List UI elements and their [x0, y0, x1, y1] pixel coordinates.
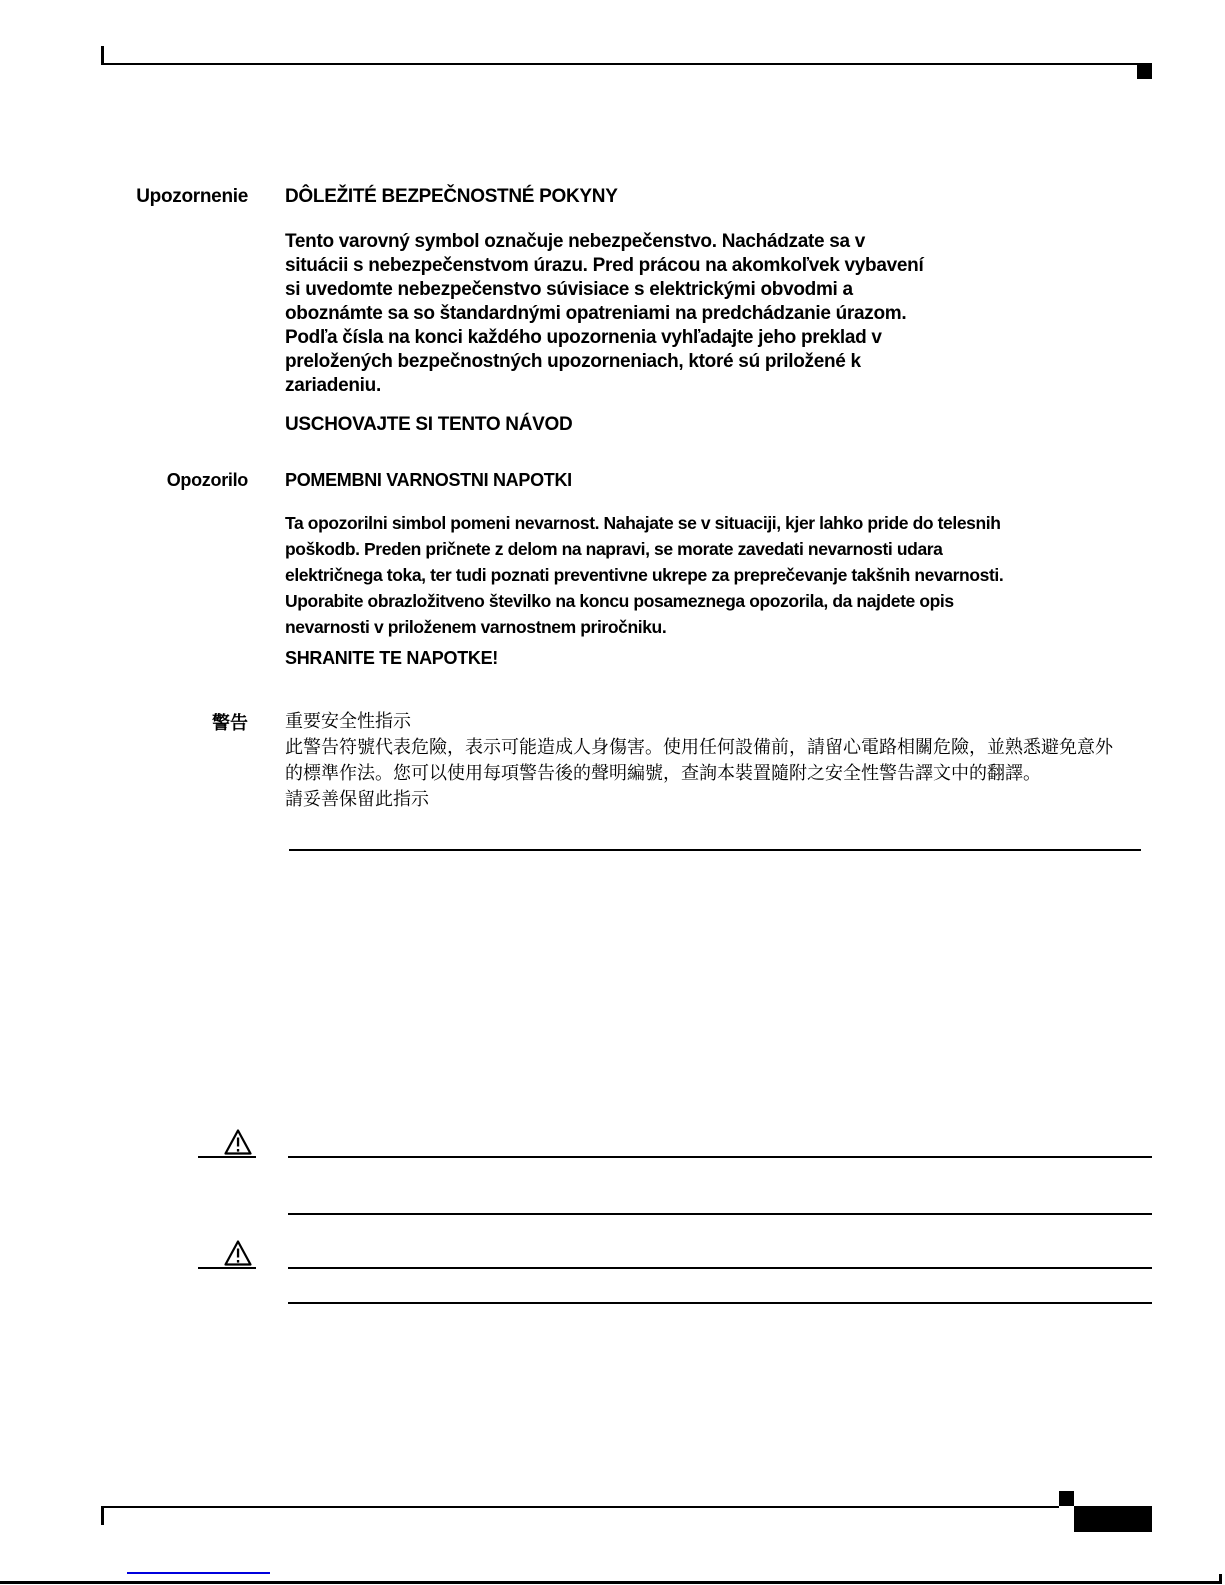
footer-corner-marker [1059, 1491, 1074, 1506]
warning-label-chinese: 警告 [212, 713, 248, 733]
warning-triangle-icon [224, 1128, 252, 1156]
caution-bottom-rule [288, 1302, 1152, 1304]
warning-body-chinese [285, 708, 1113, 812]
caution-top-rule [288, 1156, 1152, 1158]
caution-icon-underline [198, 1267, 256, 1269]
bottom-edge-line [0, 1581, 1222, 1584]
text-line: 此警告符號代表危險，表示可能造成人身傷害。使用任何設備前，請留心電路相關危險，並熟悉避免意外 [285, 737, 1113, 757]
text-line: preložených bezpečnostných upozorneniach, ktoré sú priložené k [285, 351, 861, 372]
page-number-tab [1074, 1506, 1152, 1532]
text-line: Tento varovný symbol označuje nebezpečenstvo. Nachádzate sa v [285, 231, 866, 252]
text-line: nevarnosti v priloženem varnostnem priročniku. [285, 617, 667, 637]
warning-triangle-icon [224, 1239, 252, 1267]
text-line: poškodb. Preden pričnete z delom na napravi, se morate zavedati nevarnosti udara [285, 539, 943, 559]
text-line: zariadeniu. [285, 375, 381, 396]
text-line: električnega toka, ter tudi poznati preventivne ukrepe za preprečevanje takšnih nevarnosti. [285, 565, 1004, 585]
header-rule [102, 63, 1137, 65]
caution-bottom-rule [288, 1213, 1152, 1215]
text-line: si uvedomte nebezpečenstvo súvisiace s elektrickými obvodmi a [285, 279, 853, 300]
warning-body-slovenian [285, 510, 1003, 640]
section-divider-rule [289, 849, 1141, 851]
caution-icon-underline [198, 1156, 256, 1158]
text-line: 請妥善保留此指示 [285, 789, 429, 809]
footer-rule [102, 1506, 1059, 1508]
footer-left-tick [101, 1506, 104, 1525]
text-line: Uporabite obrazložitveno številko na koncu posameznega opozorila, da najdete opis [285, 591, 954, 611]
warning-title-slovak: DÔLEŽITÉ BEZPEČNOSTNÉ POKYNY [285, 186, 618, 207]
warning-save-instructions-slovak: USCHOVAJTE SI TENTO NÁVOD [285, 414, 573, 435]
bottom-right-tick [1219, 1574, 1222, 1584]
warning-label-slovak: Upozornenie [136, 186, 248, 207]
text-line: 的標準作法。您可以使用每項警告後的聲明編號，查詢本裝置隨附之安全性警告譯文中的翻譯。 [285, 763, 1041, 783]
caution-top-rule [288, 1267, 1152, 1269]
warning-body-slovak [285, 230, 923, 398]
text-line: situácii s nebezpečenstvom úrazu. Pred prácou na akomkoľvek vybavení [285, 255, 924, 276]
link-underline[interactable] [127, 1572, 270, 1574]
header-corner-marker [1137, 63, 1152, 79]
warning-save-instructions-slovenian: SHRANITE TE NAPOTKE! [285, 648, 499, 668]
text-line: Ta opozorilni simbol pomeni nevarnost. Nahajate se v situaciji, kjer lahko pride do telesnih [285, 513, 1001, 533]
text-line: oboznámte sa so štandardnými opatreniami na predchádzanie úrazom. [285, 303, 907, 324]
warning-label-slovenian: Opozorilo [166, 470, 248, 490]
text-line: Podľa čísla na konci každého upozornenia vyhľadajte jeho preklad v [285, 327, 882, 348]
warning-title-slovenian: POMEMBNI VARNOSTNI NAPOTKI [285, 470, 572, 490]
text-line: 重要安全性指示 [285, 711, 411, 731]
